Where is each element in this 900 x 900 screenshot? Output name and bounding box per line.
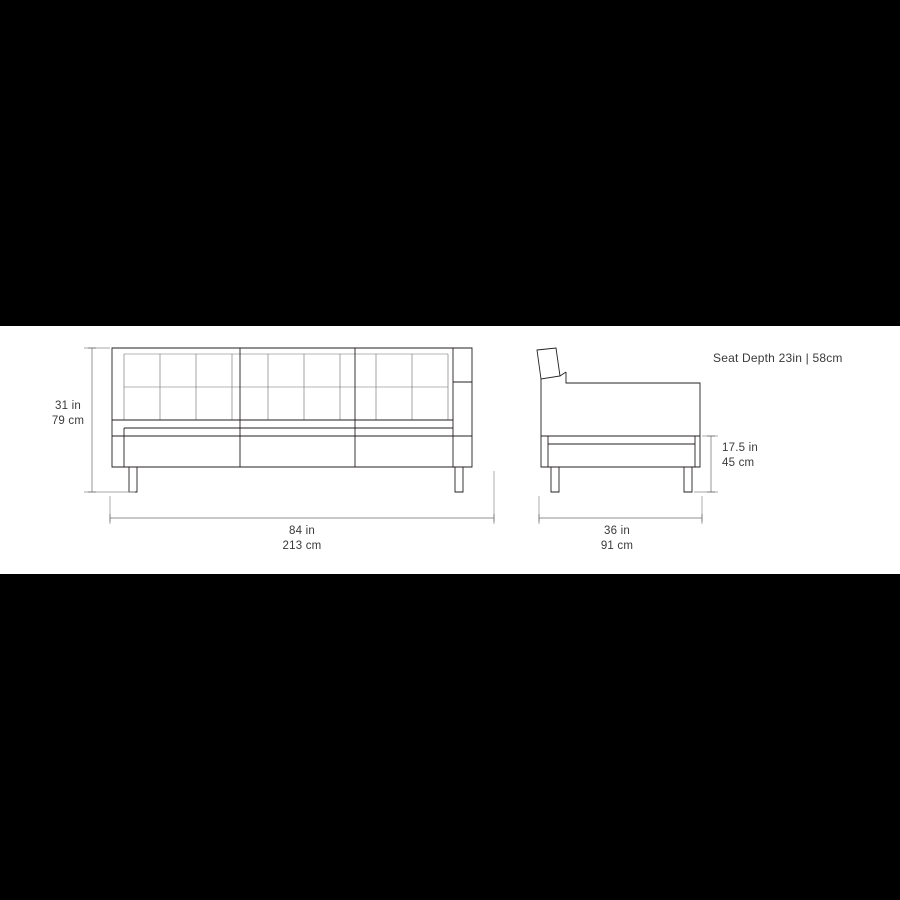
side-leg-left [551, 467, 559, 492]
front-width-value-metric: 213 cm [282, 540, 322, 552]
side-seat-height-value-metric: 45 cm [722, 457, 755, 469]
side-depth-dimension [539, 496, 702, 552]
front-back-cushion-grid [124, 354, 448, 420]
front-height-value-imperial: 31 in [55, 400, 81, 412]
seat-depth-note: Seat Depth 23in | 58cm [713, 351, 843, 365]
side-seat-height-value-imperial: 17.5 in [722, 442, 758, 454]
front-elevation-view [52, 348, 494, 552]
front-width-dimension [110, 471, 494, 552]
front-width-value-imperial: 84 in [289, 525, 315, 537]
side-depth-value-imperial: 36 in [604, 525, 630, 537]
side-elevation-view [537, 348, 758, 552]
front-height-value-metric: 79 cm [51, 415, 85, 427]
sofa-dimension-drawing [0, 326, 900, 574]
side-back-pillow [537, 348, 560, 379]
front-sofa-body-outline [112, 348, 472, 467]
side-sofa-body-outline [541, 372, 700, 467]
side-seat-height-dimension [694, 436, 758, 492]
diagram-canvas [0, 326, 900, 574]
side-depth-value-metric: 91 cm [600, 540, 634, 552]
front-leg-right [455, 467, 463, 492]
side-leg-right [684, 467, 692, 492]
front-leg-left [129, 467, 137, 492]
side-arm-top-join [560, 372, 566, 376]
